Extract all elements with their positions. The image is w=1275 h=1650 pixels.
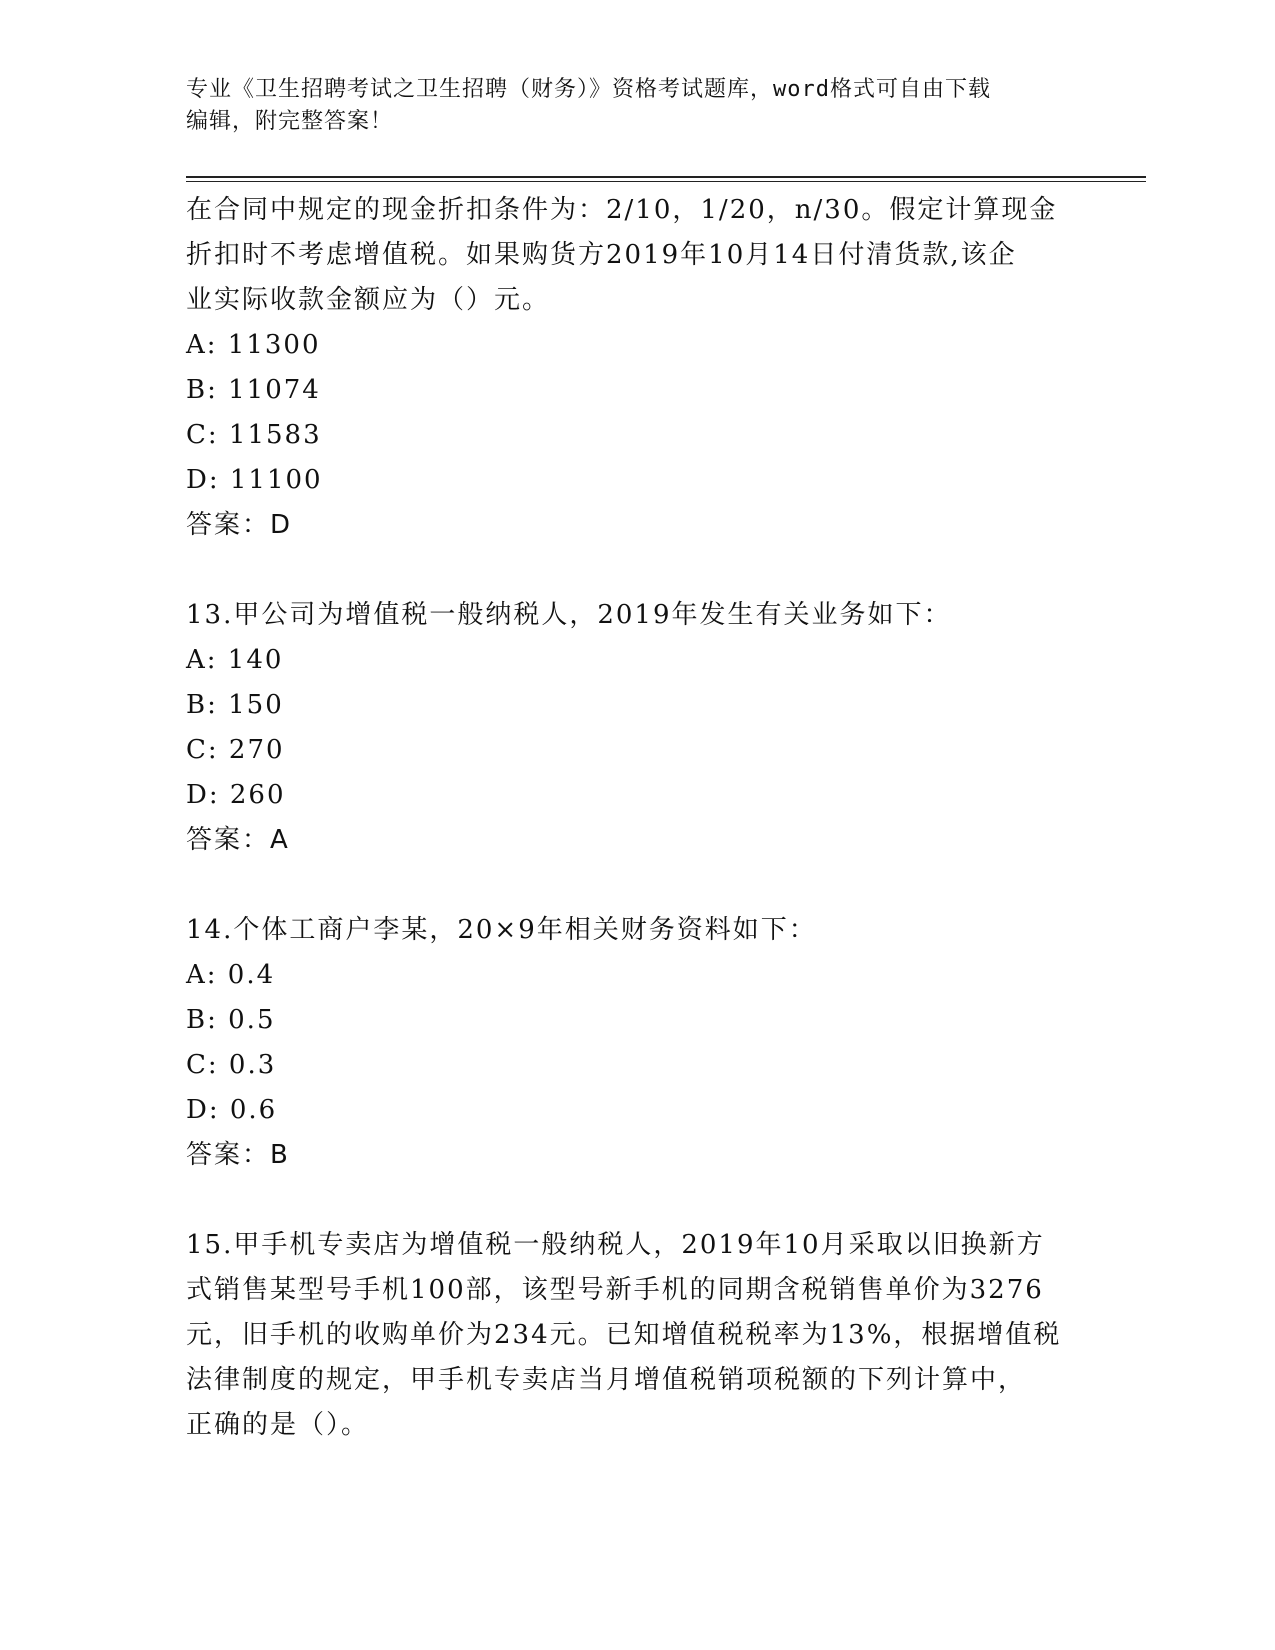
- spacer: [186, 548, 1086, 593]
- option-d: D: 11100: [186, 465, 323, 495]
- option-a: A: 11300: [186, 330, 321, 360]
- question-list: [186, 188, 1086, 1448]
- spacer: [186, 863, 1086, 908]
- question-stem-line: 13.甲公司为增值税一般纳税人，2019年发生有关业务如下：: [186, 600, 952, 630]
- question-stem-line: 业实际收款金额应为（）元。: [186, 285, 551, 315]
- question-stem-line: 折扣时不考虑增值税。如果购货方2019年10月14日付清货款,该企: [186, 240, 1017, 270]
- question-stem-line: 法律制度的规定，甲手机专卖店当月增值税销项税额的下列计算中，: [186, 1365, 1027, 1395]
- header-title-line-1: 专业《卫生招聘考试之卫生招聘（财务）》资格考试题库，word格式可自由下载: [186, 77, 991, 102]
- option-d: D: 260: [186, 780, 286, 810]
- option-c: C: 0.3: [186, 1050, 277, 1080]
- option-a: A: 0.4: [186, 960, 276, 990]
- question-15: [186, 1223, 1086, 1448]
- option-c: C: 11583: [186, 420, 322, 450]
- option-b: B: 0.5: [186, 1005, 276, 1035]
- question-stem-line: 正确的是（）。: [186, 1410, 370, 1440]
- answer-label: 答案：D: [186, 510, 293, 540]
- option-c: C: 270: [186, 735, 285, 765]
- option-a: A: 140: [186, 645, 284, 675]
- option-b: B: 150: [186, 690, 284, 720]
- header-divider-thin: [186, 181, 1146, 182]
- header-divider-thick: [186, 176, 1146, 178]
- option-b: B: 11074: [186, 375, 321, 405]
- question-stem-line: 15.甲手机专卖店为增值税一般纳税人，2019年10月采取以旧换新方: [186, 1230, 1045, 1260]
- option-d: D: 0.6: [186, 1095, 278, 1125]
- question-14: [186, 908, 1086, 1178]
- spacer: [186, 1178, 1086, 1223]
- question-13: [186, 593, 1086, 863]
- question-stem-line: 式销售某型号手机100部，该型号新手机的同期含税销售单价为3276: [186, 1275, 1044, 1305]
- document-header: [186, 74, 1076, 138]
- question-stem-line: 14.个体工商户李某，20×9年相关财务资料如下：: [186, 915, 817, 945]
- question-12: [186, 188, 1086, 548]
- answer-label: 答案：A: [186, 825, 290, 855]
- question-stem-line: 在合同中规定的现金折扣条件为：2/10，1/20，n/30。假定计算现金: [186, 195, 1058, 225]
- answer-label: 答案：B: [186, 1140, 290, 1170]
- question-stem-line: 元，旧手机的收购单价为234元。已知增值税税率为13%，根据增值税: [186, 1320, 1062, 1350]
- header-title-line-2: 编辑，附完整答案！: [186, 109, 394, 134]
